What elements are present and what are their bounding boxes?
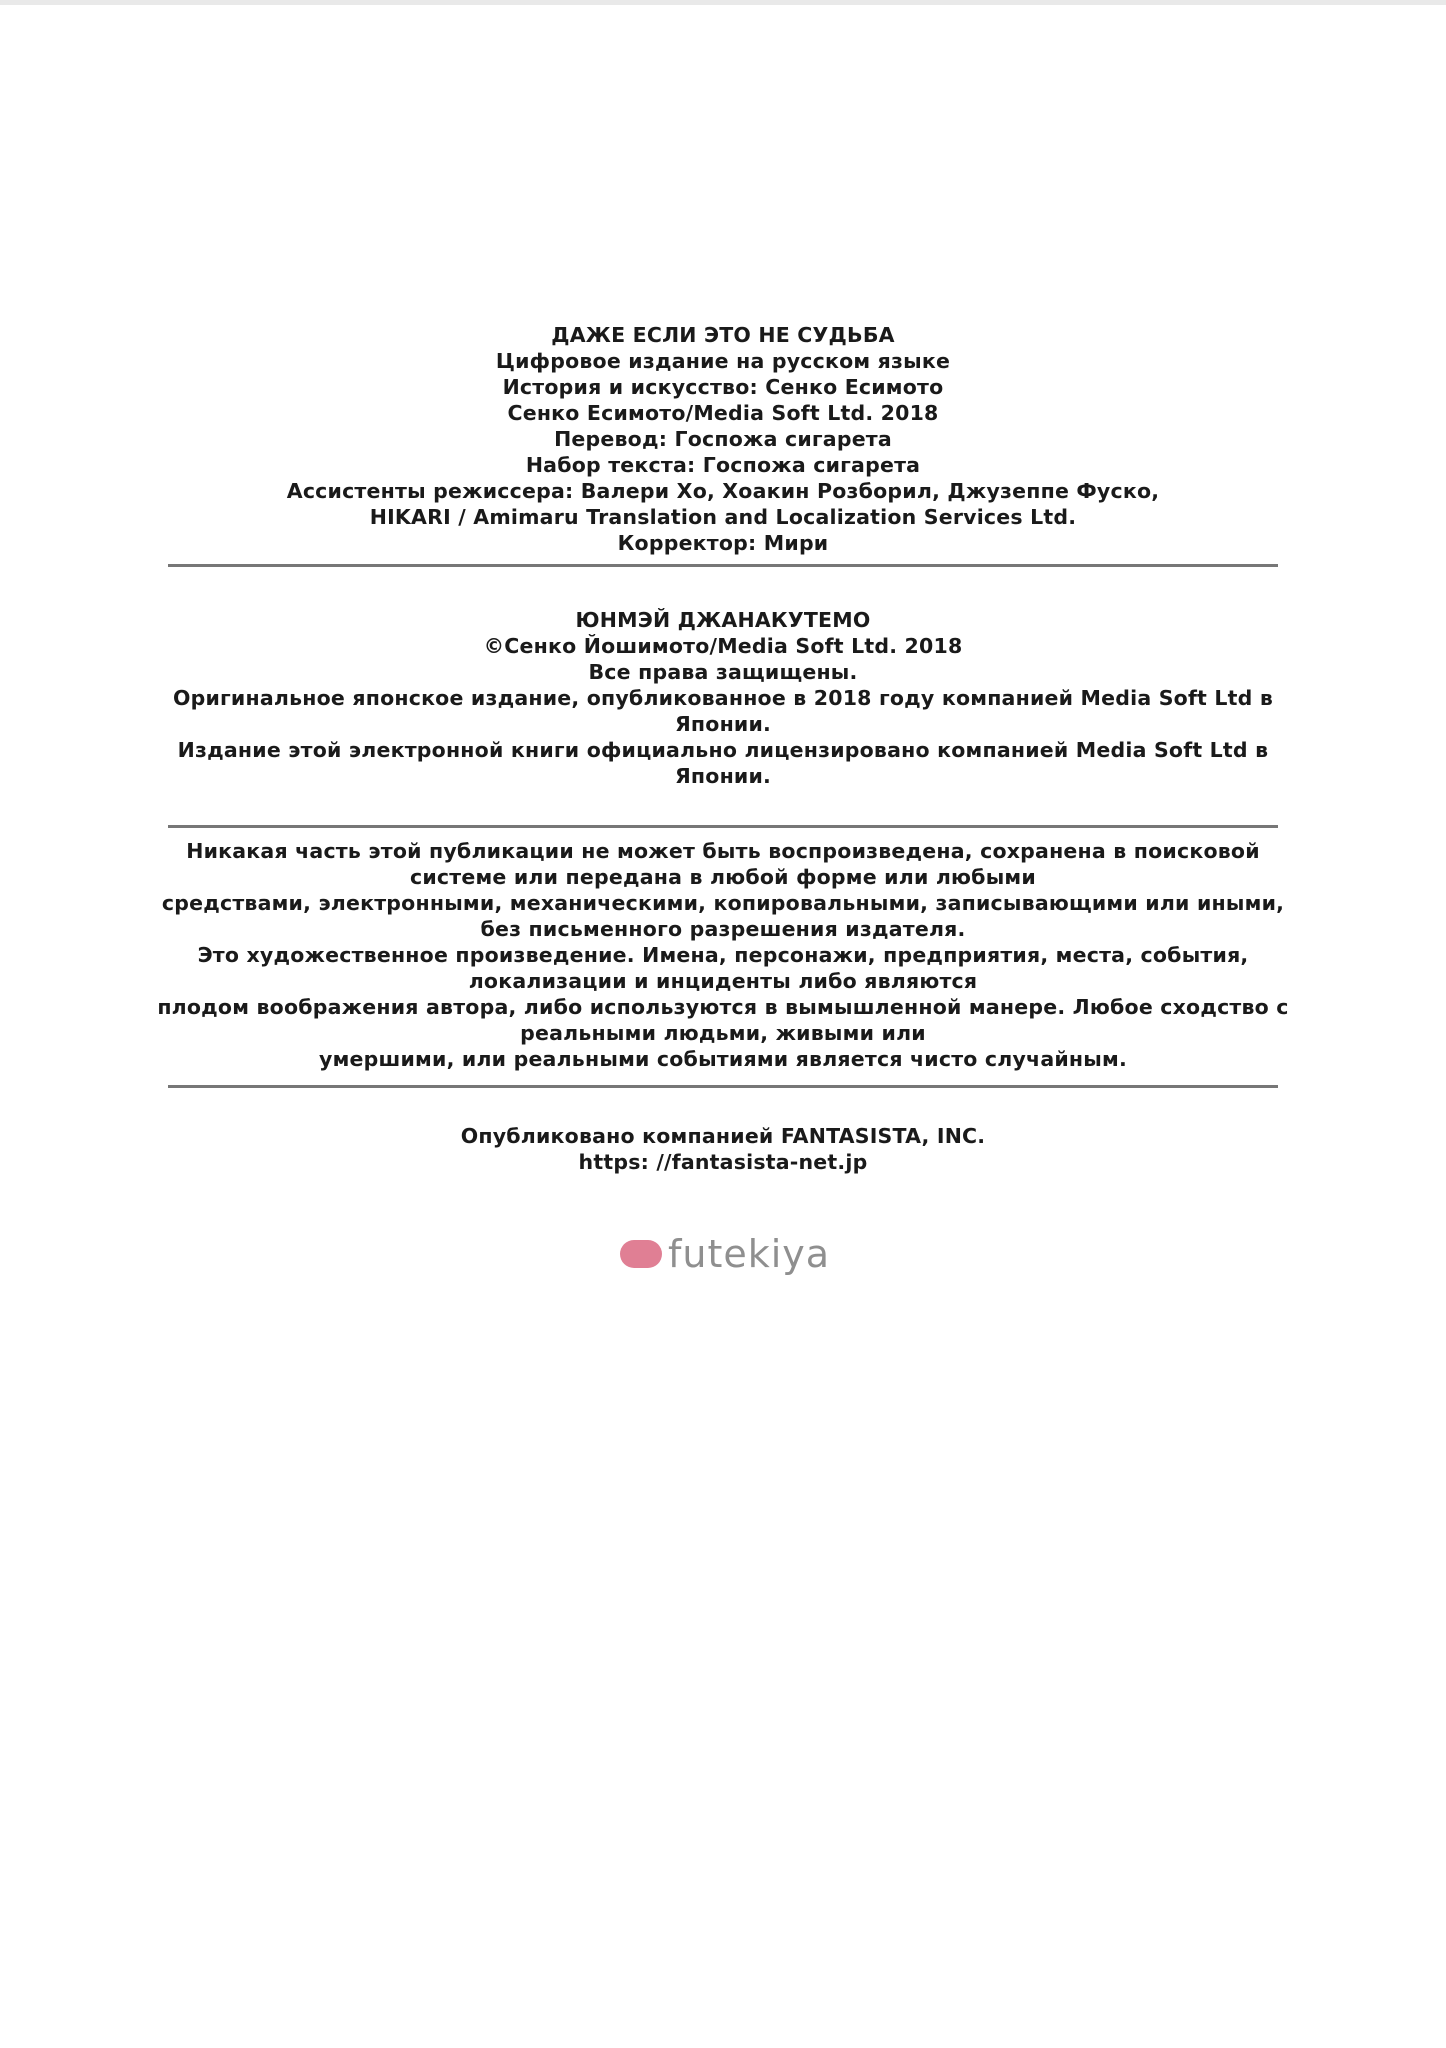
credits-line: HIKARI / Amimaru Translation and Localization Services Ltd. — [369, 505, 1077, 529]
copyright-line: Японии. — [674, 712, 772, 736]
credits-line: История и искусство: Сенко Есимото — [502, 375, 944, 399]
publisher-block — [150, 1123, 1296, 1175]
credits-line: Корректор: Мири — [617, 531, 829, 555]
legal-line: плодом воображения автора, либо используются в вымышленной манере. Любое сходство с — [157, 995, 1289, 1019]
copyright-line: Издание этой электронной книги официально лицензировано компанией Media Soft Ltd в — [177, 738, 1269, 762]
credits-line: Набор текста: Госпожа сигарета — [525, 453, 921, 477]
legal-line: локализации и инциденты либо являются — [468, 969, 978, 993]
copyright-line: ©Сенко Йошимото/Media Soft Ltd. 2018 — [483, 634, 963, 658]
divider — [168, 825, 1278, 828]
legal-line: реальными людьми, живыми или — [520, 1021, 926, 1045]
publisher-name: Опубликовано компанией FANTASISTA, INC. — [460, 1124, 986, 1148]
copyright-line: Все права защищены. — [588, 660, 858, 684]
futekiya-logo — [620, 1232, 830, 1276]
credits-title: ДАЖЕ ЕСЛИ ЭТО НЕ СУДЬБА — [551, 323, 895, 347]
publisher-url: https: //fantasista-net.jp — [578, 1150, 868, 1174]
copyright-title: ЮНМЭЙ ДЖАНАКУТЕМО — [575, 608, 871, 632]
legal-line: средствами, электронными, механическими, копировальными, записывающими или иными, — [161, 891, 1285, 915]
divider — [168, 1085, 1278, 1088]
divider — [168, 564, 1278, 567]
legal-line: умершими, или реальными событиями является чисто случайным. — [319, 1047, 1127, 1071]
credits-line: Сенко Есимото/Media Soft Ltd. 2018 — [507, 401, 939, 425]
copyright-block — [150, 607, 1296, 789]
credits-line: Перевод: Госпожа сигарета — [554, 427, 892, 451]
legal-line: Это художественное произведение. Имена, персонажи, предприятия, места, события, — [197, 943, 1249, 967]
credits-line: Цифровое издание на русском языке — [495, 349, 951, 373]
legal-line: системе или передана в любой форме или любыми — [410, 865, 1036, 889]
legal-line: без письменного разрешения издателя. — [480, 917, 966, 941]
copyright-line: Оригинальное японское издание, опубликованное в 2018 году компанией Media Soft Ltd в — [172, 686, 1274, 710]
credits-block — [150, 322, 1296, 556]
heart-icon — [620, 1240, 662, 1268]
legal-line: Никакая часть этой публикации не может быть воспроизведена, сохранена в поисковой — [186, 839, 1260, 863]
credits-line: Ассистенты режиссера: Валери Хо, Хоакин Розборил, Джузеппе Фуско, — [286, 479, 1160, 503]
legal-notice-block — [150, 838, 1296, 1072]
copyright-line: Японии. — [674, 764, 772, 788]
logo-text: futekiya — [668, 1232, 831, 1276]
top-edge — [0, 0, 1446, 5]
